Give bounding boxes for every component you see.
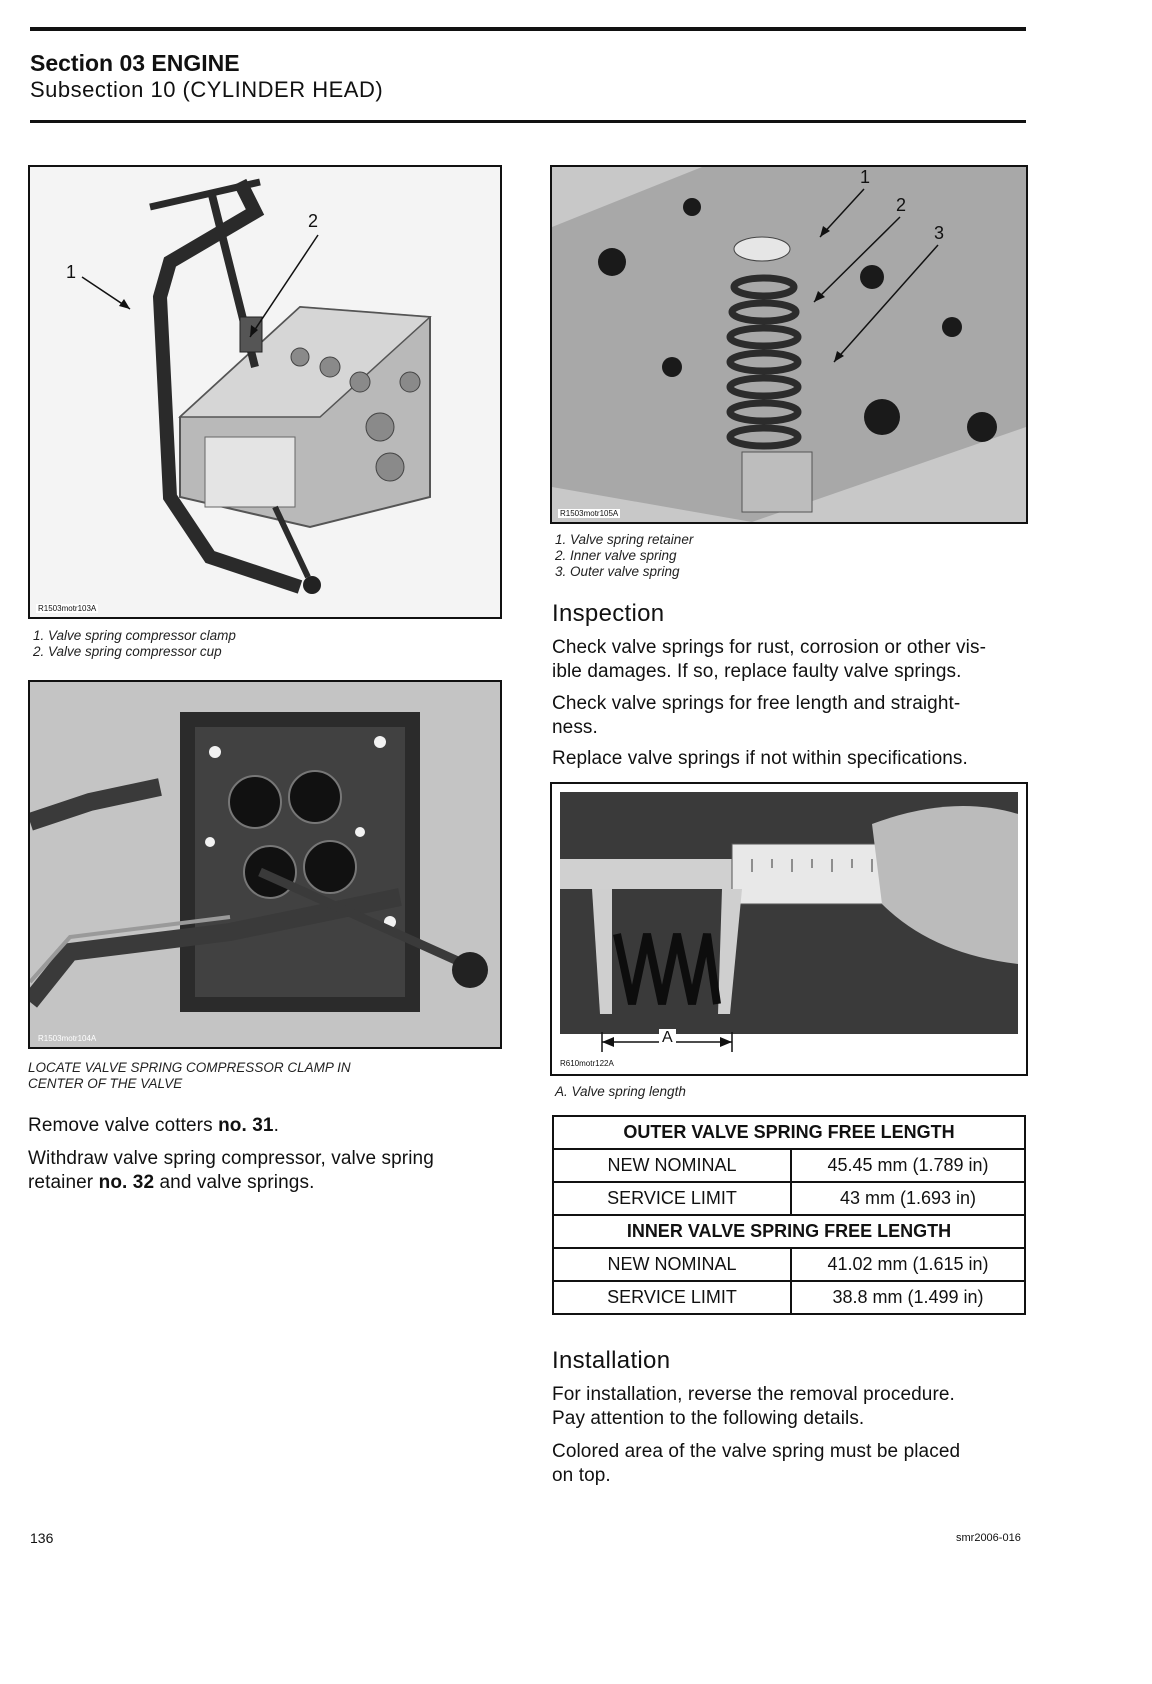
- caliper-measure-illustration: [552, 784, 1026, 1074]
- outer-spring-title: OUTER VALVE SPRING FREE LENGTH: [553, 1116, 1025, 1149]
- legend-item: 2. Valve spring compressor cup: [33, 644, 222, 659]
- legend-item: 1. Valve spring compressor clamp: [33, 628, 236, 643]
- inspection-para-1: Check valve springs for rust, corrosion or other vis- ible damages. If so, replace faulty valve springs.: [552, 637, 987, 682]
- section-title: Section 03 ENGINE: [30, 50, 240, 76]
- spec-label: NEW NOMINAL: [553, 1248, 791, 1281]
- spec-label: NEW NOMINAL: [553, 1149, 791, 1182]
- inspection-heading: Inspection: [552, 600, 665, 627]
- part-number: no. 31: [218, 1115, 274, 1136]
- spec-value: 41.02 mm (1.615 in): [791, 1248, 1025, 1281]
- figure-clamp-center-valve: [28, 680, 502, 1049]
- figure-compressor-clamp: [28, 165, 502, 619]
- table-row: [553, 1281, 1025, 1314]
- figure-code: R1503motr103A: [38, 604, 97, 613]
- header-top-rule: [30, 27, 1026, 31]
- callout-3: 3: [934, 223, 945, 243]
- figure-code: R610motr122A: [560, 1059, 614, 1068]
- spec-value: 38.8 mm (1.499 in): [791, 1281, 1025, 1314]
- inner-spring-title: INNER VALVE SPRING FREE LENGTH: [553, 1215, 1025, 1248]
- table-row: [553, 1248, 1025, 1281]
- dimension-label-a: A: [659, 1029, 676, 1047]
- page-number: 136: [30, 1530, 54, 1546]
- document-code: smr2006-016: [956, 1532, 1021, 1544]
- figure2-caption: [28, 1060, 351, 1092]
- valve-spring-spec-table: [552, 1115, 1026, 1315]
- withdraw-compressor-text: Withdraw valve spring compressor, valve spring retainer no. 32 and valve springs.: [28, 1148, 434, 1193]
- spec-label: SERVICE LIMIT: [553, 1281, 791, 1314]
- table-row: [553, 1149, 1025, 1182]
- table-title-row: [553, 1215, 1025, 1248]
- installation-heading: Installation: [552, 1347, 671, 1374]
- figure-code: R1503motr105A: [560, 509, 619, 518]
- spec-value: 43 mm (1.693 in): [791, 1182, 1025, 1215]
- installation-para-1: For installation, reverse the removal procedure. Pay attention to the following details.: [552, 1384, 955, 1429]
- figure-spring-length-measure: [550, 782, 1028, 1076]
- spec-label: SERVICE LIMIT: [553, 1182, 791, 1215]
- compressor-clamp-illustration: [30, 167, 500, 617]
- legend-item: 3. Outer valve spring: [555, 564, 680, 579]
- figure-code: R1503motr104A: [38, 1034, 97, 1043]
- caption-line: LOCATE VALVE SPRING COMPRESSOR CLAMP IN: [28, 1060, 351, 1075]
- remove-cotters-text: Remove valve cotters no. 31.: [28, 1115, 279, 1136]
- header-bottom-rule: [30, 120, 1026, 123]
- valve-springs-illustration: [552, 167, 1026, 522]
- inspection-para-3: Replace valve springs if not within specifications.: [552, 748, 968, 769]
- legend-item: A. Valve spring length: [555, 1084, 686, 1099]
- caption-line: CENTER OF THE VALVE: [28, 1076, 183, 1091]
- legend-item: 2. Inner valve spring: [555, 548, 677, 563]
- spec-value: 45.45 mm (1.789 in): [791, 1149, 1025, 1182]
- legend-item: 1. Valve spring retainer: [555, 532, 694, 547]
- inspection-para-2: Check valve springs for free length and straight- ness.: [552, 693, 961, 738]
- figure1-legend: [33, 628, 236, 660]
- callout-2: 2: [896, 195, 907, 215]
- figure3-legend: [555, 532, 693, 580]
- callout-2: 2: [308, 211, 319, 231]
- table-row: [553, 1182, 1025, 1215]
- table-title-row: [553, 1116, 1025, 1149]
- callout-1: 1: [66, 262, 77, 282]
- installation-para-2: Colored area of the valve spring must be placed on top.: [552, 1441, 961, 1486]
- subsection-title: Subsection 10 (CYLINDER HEAD): [30, 77, 384, 102]
- callout-1: 1: [860, 167, 871, 187]
- part-number: no. 32: [98, 1172, 155, 1193]
- clamp-center-valve-illustration: [30, 682, 500, 1047]
- figure-valve-springs: [550, 165, 1028, 524]
- figure4-legend: [555, 1084, 686, 1100]
